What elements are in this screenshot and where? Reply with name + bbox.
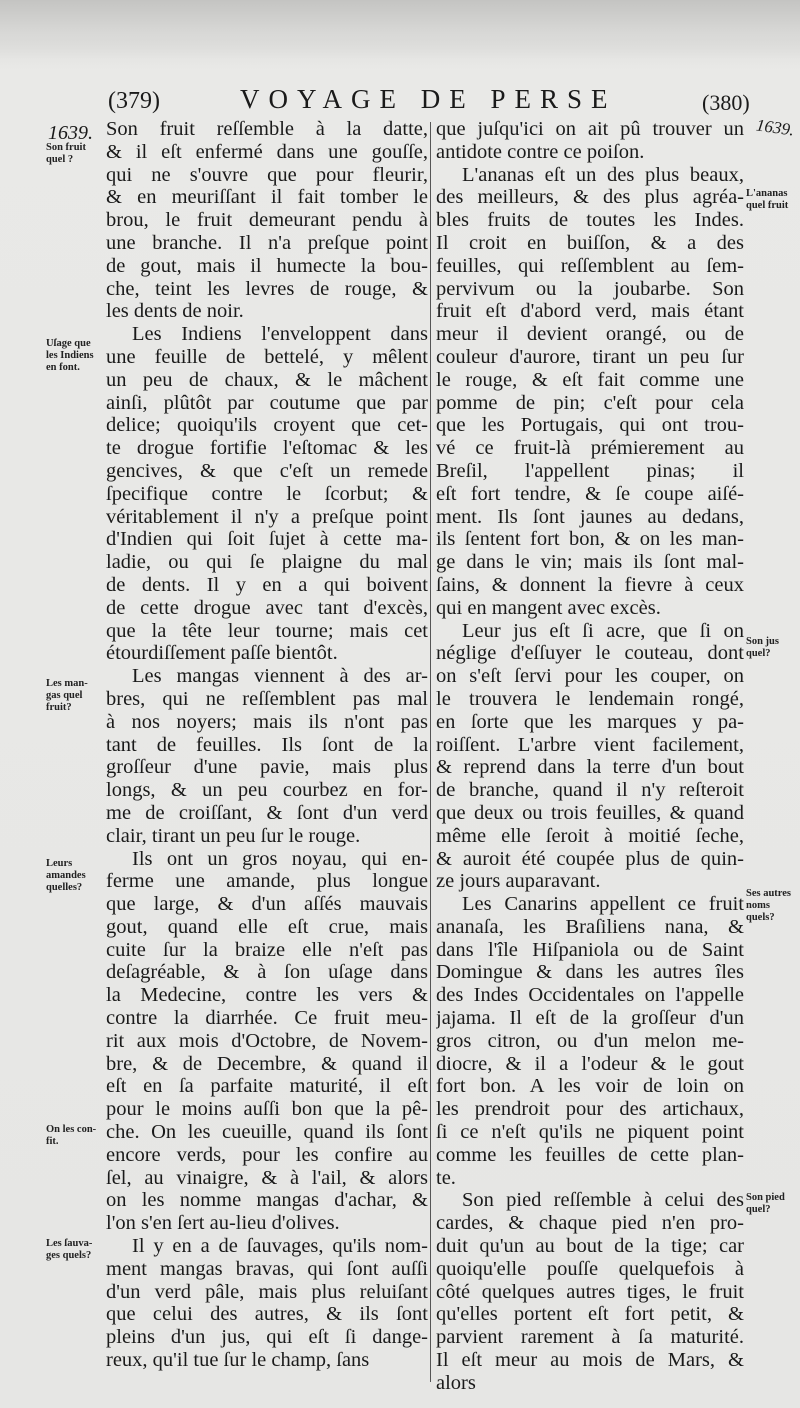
- text-line: à nos noyers; mais ils n'ont pas: [106, 710, 428, 733]
- text-line: de cette drogue avec tant d'excès,: [106, 596, 428, 619]
- text-line: parvient rarement à ſa maturité.: [436, 1326, 744, 1349]
- text-line: & auroit été coupée plus de quin-: [436, 847, 744, 870]
- text-line: la Medecine, contre les vers &: [106, 984, 428, 1007]
- text-line: pomme de pin; c'eſt pour cela: [436, 391, 744, 414]
- margin-note-left: Son fruit quel ?: [46, 142, 86, 165]
- text-line: gout, quand elle eſt crue, mais: [106, 915, 428, 938]
- text-line: Les mangas viennent à des ar-: [132, 665, 428, 688]
- left-column: [106, 118, 428, 1372]
- margin-note-left: Les ſauva- ges quels?: [46, 1238, 93, 1261]
- text-line: cardes, & chaque pied n'en pro-: [436, 1212, 744, 1235]
- text-line: te.: [436, 1166, 456, 1189]
- text-line: Les Indiens l'enveloppent dans: [132, 323, 428, 346]
- page-number-left: (379): [108, 88, 160, 114]
- text-line: contre la diarrhée. Ce fruit meu-: [106, 1007, 428, 1030]
- text-line: une branche. Il n'a preſque point: [106, 231, 428, 254]
- text-line: de dents. Il y en a qui boivent: [106, 573, 428, 596]
- text-line: ge dans le vin; mais ils ſont mal-: [436, 551, 744, 574]
- margin-note-right: Son jus quel?: [746, 636, 779, 659]
- text-line: Son fruit reſſemble à la datte,: [106, 118, 428, 140]
- text-line: gencives, & que c'eſt un remede: [106, 459, 428, 482]
- text-line: delice; quoiqu'ils croyent que cet-: [106, 414, 428, 437]
- text-line: eſt en ſa parfaite maturité, il eſt: [106, 1075, 428, 1098]
- text-line: bles fruits de toutes les Indes.: [436, 209, 744, 232]
- text-line: feuilles, qui reſſemblent au ſem-: [436, 254, 744, 277]
- text-line: clair, tirant un peu ſur le rouge.: [106, 824, 361, 847]
- text-line: te drogue fortifie l'eſtomac & les: [106, 437, 428, 460]
- text-line: groſſeur d'une pavie, mais plus: [106, 756, 428, 779]
- running-title: VOYAGE DE PERSE: [240, 84, 617, 114]
- margin-note-right: L'ananas quel fruit: [746, 188, 789, 211]
- text-line: me de croiſſant, & ſont d'un verd: [106, 801, 428, 824]
- text-line: antidote contre ce poiſon.: [436, 140, 645, 163]
- year-left: 1639.: [48, 122, 93, 144]
- text-line: ladie, ou qui ſe plaigne du mal: [106, 551, 428, 574]
- running-header: [0, 84, 800, 118]
- text-line: duit qu'un au bout de la tige; car: [436, 1235, 744, 1258]
- text-line: d'un verd pâle, mais plus reluiſant: [106, 1280, 428, 1303]
- text-line: qui en mangent avec excès.: [436, 596, 661, 619]
- text-line: eſt fort tendre, & ſe coupe aiſé-: [436, 482, 744, 505]
- text-line: diocre, & il a l'odeur & le gout: [436, 1052, 744, 1075]
- year-right: 1639.: [754, 115, 796, 140]
- text-line: meur il devient orangé, ou de: [436, 323, 744, 346]
- margin-note-left: Leurs amandes quelles?: [46, 858, 86, 893]
- text-line: des Indes Occidentales on l'appelle: [436, 984, 744, 1007]
- text-line: Breſil, l'appellent pinas; il: [436, 459, 744, 482]
- text-line: rit aux mois d'Octobre, de Novem-: [106, 1029, 428, 1052]
- text-line: ſains, & donnent la fievre à ceux: [436, 573, 744, 596]
- text-line: ſpecifique contre le ſcorbut; &: [106, 482, 428, 505]
- text-line: on s'eſt ſervi pour les couper, on: [436, 665, 744, 688]
- text-line: véritablement il n'y a preſque point: [106, 505, 428, 528]
- text-line: des meilleurs, & des plus agréa-: [436, 186, 744, 209]
- text-line: longs, & un peu courbez en for-: [106, 779, 428, 802]
- text-line: le trouvera le lendemain rongé,: [436, 687, 744, 710]
- text-line: gros citron, ou d'un melon me-: [436, 1029, 744, 1052]
- column-divider: [430, 122, 431, 1382]
- text-line: ſi ce n'eſt qu'ils ne piquent point: [436, 1121, 744, 1144]
- text-line: côté quelques autres tiges, le fruit: [436, 1280, 744, 1303]
- text-line: roiſſent. L'arbre vient facilement,: [436, 733, 744, 756]
- text-line: che. On les cueuille, quand ils ſont: [106, 1121, 428, 1144]
- text-line: reux, qu'il tue ſur le champ, ſans: [106, 1349, 370, 1372]
- text-line: que juſqu'ici on ait pû trouver un: [436, 118, 744, 140]
- text-line: ment. Ils ſont jaunes au dedans,: [436, 505, 744, 528]
- text-line: pour le moins auſſi bon que la pê-: [106, 1098, 428, 1121]
- text-line: alors: [436, 1371, 476, 1394]
- text-line: que celui des autres, & ils ſont: [106, 1303, 428, 1326]
- text-line: vé ce fruit-là prémierement au: [436, 437, 744, 460]
- text-line: Leur jus eſt ſi acre, que ſi on: [462, 619, 744, 642]
- text-line: néglige d'eſſuyer le couteau, dont: [436, 642, 744, 665]
- text-line: fruit eſt d'abord verd, mais étant: [436, 300, 744, 323]
- text-line: que large, & d'un aſſés mauvais: [106, 893, 428, 916]
- text-line: que les Portugais, qui ont trou-: [436, 414, 744, 437]
- text-line: quoiqu'elle pouſſe quelquefois à: [436, 1257, 744, 1280]
- text-line: on les nomme mangas d'achar, &: [106, 1189, 428, 1212]
- right-column: [436, 118, 744, 1395]
- text-line: che, teint les levres de rouge, &: [106, 277, 428, 300]
- page-number-right: (380): [702, 90, 750, 115]
- text-line: Il eſt meur au mois de Mars, &: [436, 1349, 744, 1372]
- text-line: les prendroit pour des artichaux,: [436, 1098, 744, 1121]
- text-line: ananaſa, les Braſiliens nana, &: [436, 915, 744, 938]
- text-line: Il croit en buiſſon, & a des: [436, 231, 744, 254]
- text-line: ainſi, plûtôt par coutume que par: [106, 391, 428, 414]
- text-line: tant de feuilles. Ils ſont de la: [106, 733, 428, 756]
- text-line: Ils ont un gros noyau, qui en-: [132, 847, 428, 870]
- margin-note-left: Uſage que les Indiens en font.: [46, 338, 94, 373]
- text-line: deſagréable, & à ſon uſage dans: [106, 961, 428, 984]
- text-line: pervivum ou la joubarbe. Son: [436, 277, 744, 300]
- text-line: qui ne s'ouvre que pour fleurir,: [106, 163, 428, 186]
- text-line: comme les feuilles de cette plan-: [436, 1143, 744, 1166]
- text-line: brou, le fruit demeurant pendu à: [106, 209, 428, 232]
- margin-note-left: On les con- fit.: [46, 1124, 97, 1147]
- text-line: une feuille de bettelé, y mêlent: [106, 345, 428, 368]
- text-line: de gout, mais il humecte la bou-: [106, 254, 428, 277]
- text-line: les dents de noir.: [106, 300, 244, 323]
- text-line: & il eſt enfermé dans une gouſſe,: [106, 140, 428, 163]
- text-line: étourdiſſement paſſe bientôt.: [106, 642, 338, 665]
- text-line: dans l'île Hiſpaniola ou de Saint: [436, 938, 744, 961]
- text-line: Son pied reſſemble à celui des: [462, 1189, 744, 1212]
- text-line: bre, & de Decembre, & quand il: [106, 1052, 428, 1075]
- text-line: Les Canarins appellent ce fruit: [462, 893, 744, 916]
- text-line: même elle ſeroit à moitié ſeche,: [436, 824, 744, 847]
- text-line: couleur d'aurore, tirant un peu ſur: [436, 345, 744, 368]
- text-line: ſel, au vinaigre, & à l'ail, & alors: [106, 1166, 428, 1189]
- text-line: un peu de chaux, & le mâchent: [106, 368, 428, 391]
- text-line: Domingue & dans les autres îles: [436, 961, 744, 984]
- margin-note-right: Ses autres noms quels?: [746, 888, 792, 923]
- text-line: bres, qui ne reſſemblent pas mal: [106, 687, 428, 710]
- text-line: d'Indien qui ſoit ſujet à cette ma-: [106, 528, 428, 551]
- page-top-edge: [0, 0, 800, 58]
- text-line: que deux ou trois feuilles, & quand: [436, 801, 744, 824]
- margin-note-right: Son pied quel?: [746, 1192, 785, 1215]
- text-line: ment mangas bravas, qui ſont auſſi: [106, 1257, 428, 1280]
- text-line: ze jours auparavant.: [436, 870, 601, 893]
- margin-note-left: Les man- gas quel fruit?: [46, 678, 88, 713]
- text-line: ferme une amande, plus longue: [106, 870, 428, 893]
- text-line: encore verds, pour les confire au: [106, 1143, 428, 1166]
- text-line: que la tête leur tourne; mais cet: [106, 619, 428, 642]
- text-line: & reprend dans la terre d'un bout: [436, 756, 744, 779]
- text-line: cuite ſur la braize elle n'eſt pas: [106, 938, 428, 961]
- text-line: fort bon. A les voir de loin on: [436, 1075, 744, 1098]
- text-line: L'ananas eſt un des plus beaux,: [462, 163, 744, 186]
- text-line: le rouge, & eſt fait comme une: [436, 368, 744, 391]
- text-line: l'on s'en ſert au-lieu d'olives.: [106, 1212, 340, 1235]
- text-line: Il y en a de ſauvages, qu'ils nom-: [132, 1235, 428, 1258]
- text-line: jajama. Il eſt de la groſſeur d'un: [436, 1007, 744, 1030]
- text-line: qu'elles portent eſt fort petit, &: [436, 1303, 744, 1326]
- text-line: ils ſentent fort bon, & on les man-: [436, 528, 744, 551]
- text-line: & en meuriſſant il fait tomber le: [106, 186, 428, 209]
- text-line: pleins d'un jus, qui eſt ſi dange-: [106, 1326, 428, 1349]
- text-line: de branche, quand il n'y reſteroit: [436, 779, 744, 802]
- text-line: en ſorte que les marques y pa-: [436, 710, 744, 733]
